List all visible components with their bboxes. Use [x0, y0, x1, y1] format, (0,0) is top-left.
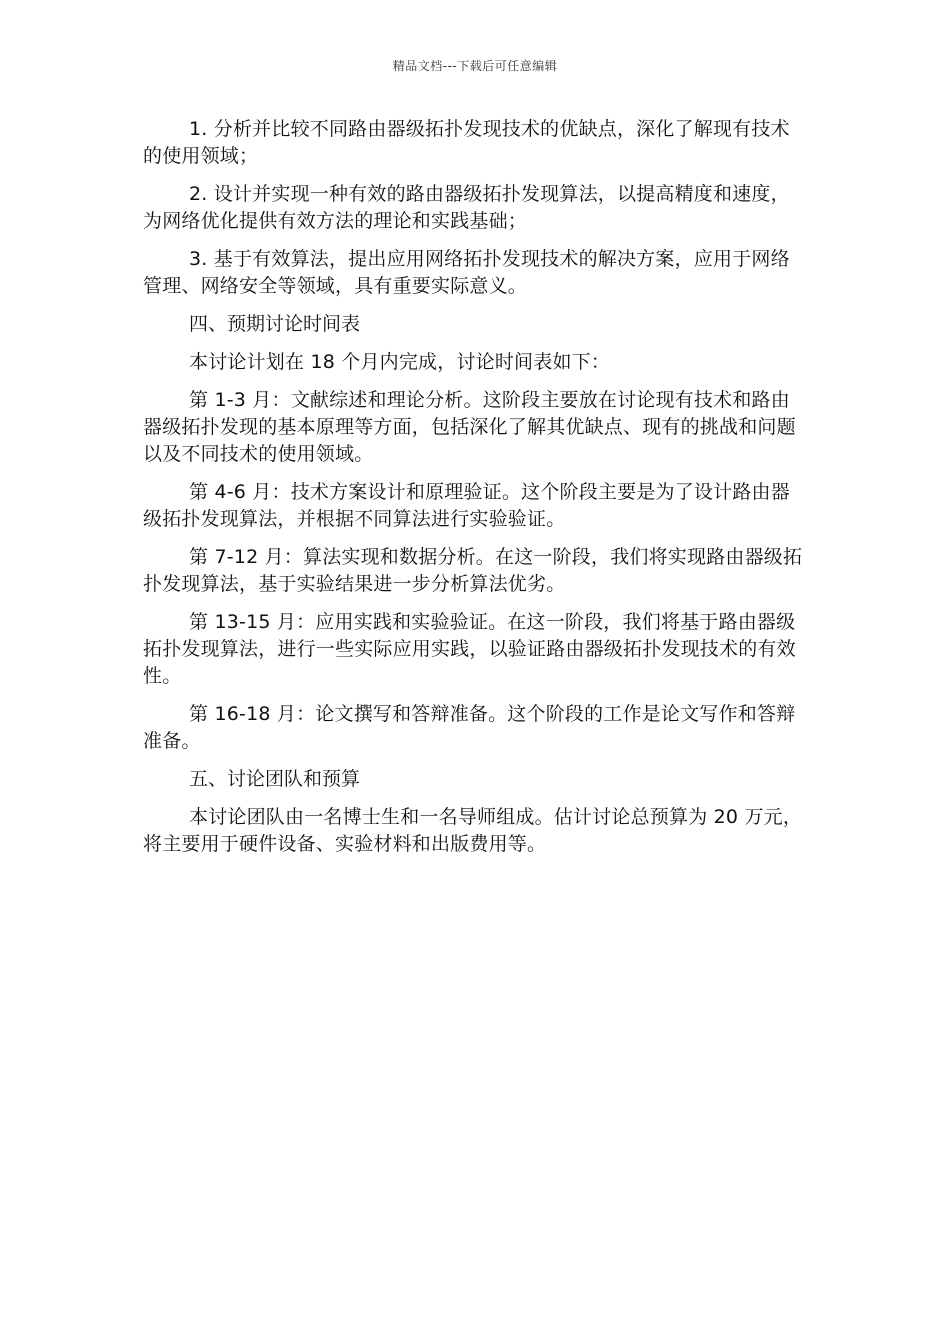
page-header: 精品文档---下载后可任意编辑 — [392, 59, 558, 73]
objective-item-2: 2. 设计并实现一种有效的路由器级拓扑发现算法，以提高精度和速度，为网络优化提供有效方法的理论和实践基础； — [143, 183, 790, 232]
section-heading-team-budget: 五、讨论团队和预算 — [189, 768, 361, 790]
schedule-phase-3: 第 7-12 月：算法实现和数据分析。在这一阶段，我们将实现路由器级拓扑发现算法，基于实验结果进一步分析算法优劣。 — [143, 546, 803, 595]
document-body — [143, 116, 808, 869]
objective-item-1: 1. 分析并比较不同路由器级拓扑发现技术的优缺点，深化了解现有技术的使用领域； — [143, 118, 790, 167]
section-heading-schedule: 四、预期讨论时间表 — [189, 313, 361, 335]
team-budget-paragraph: 本讨论团队由一名博士生和一名导师组成。估计讨论总预算为 20 万元，将主要用于硬件设备、实验材料和出版费用等。 — [143, 806, 803, 855]
schedule-phase-4: 第 13-15 月：应用实践和实验验证。在这一阶段，我们将基于路由器级拓扑发现算法，进行一些实际应用实践，以验证路由器级拓扑发现技术的有效性。 — [143, 611, 796, 687]
schedule-phase-5: 第 16-18 月：论文撰写和答辩准备。这个阶段的工作是论文写作和答辩准备。 — [143, 703, 796, 752]
schedule-phase-1: 第 1-3 月：文献综述和理论分析。这阶段主要放在讨论现有技术和路由器级拓扑发现的基本原理等方面，包括深化了解其优缺点、现有的挑战和问题以及不同技术的使用领域。 — [143, 389, 796, 465]
schedule-intro: 本讨论计划在 18 个月内完成，讨论时间表如下： — [189, 351, 611, 373]
objective-item-3: 3. 基于有效算法，提出应用网络拓扑发现技术的解决方案，应用于网络管理、网络安全等领域，具有重要实际意义。 — [143, 248, 790, 297]
schedule-phase-2: 第 4-6 月：技术方案设计和原理验证。这个阶段主要是为了设计路由器级拓扑发现算法，并根据不同算法进行实验验证。 — [143, 481, 790, 530]
